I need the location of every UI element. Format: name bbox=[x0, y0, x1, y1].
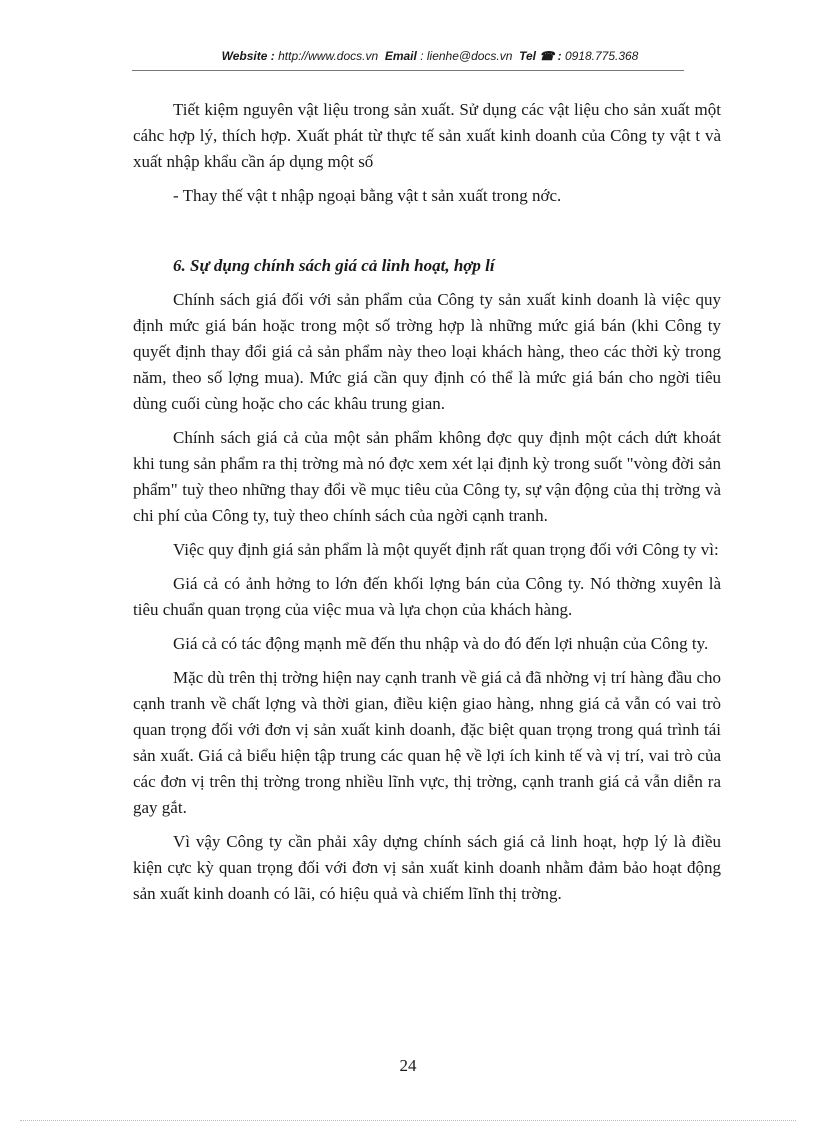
header-divider bbox=[132, 70, 684, 71]
website-label: Website : bbox=[221, 49, 275, 63]
tel-number: 0918.775.368 bbox=[564, 49, 639, 63]
paragraph: - Thay thế vật t nhập ngoại bằng vật t sản xuất trong nớc. bbox=[173, 186, 562, 205]
paragraph: Giá cả có tác động mạnh mẽ đến thu nhập và do đó đến lợi nhuận của Công ty. bbox=[173, 634, 709, 653]
footer-divider bbox=[20, 1120, 796, 1121]
paragraph: Việc quy định giá sản phẩm là một quyết định rất quan trọng đối với Công ty vì: bbox=[173, 540, 719, 559]
paragraph: Giá cả có ảnh hởng to lớn đến khối lợng bán của Công ty. Nó thờng xuyên là tiêu chuẩn quan trọng của việc mua và lựa chọn của khách hàng. bbox=[133, 574, 721, 619]
page-header bbox=[160, 49, 700, 63]
email-label: Email bbox=[384, 49, 417, 63]
paragraph: Vì vậy Công ty cần phải xây dựng chính sách giá cả linh hoạt, hợp lý là điều kiện cực kỳ quan trọng đối với đơn vị sản xuất kinh doanh nhằm đảm bảo hoạt động sản xuất kinh doanh có lãi, có hiệu quả và chiếm lĩnh thị trờng. bbox=[133, 832, 721, 903]
tel-label: Tel ☎ : bbox=[519, 49, 562, 63]
paragraph: Mặc dù trên thị trờng hiện nay cạnh tranh về giá cả đã nhờng vị trí hàng đầu cho cạnh tranh về chất lợng và thời gian, điều kiện giao hàng, nhng giá cả vẫn có vai trò quan trọng đối với đơn vị sản xuất kinh doanh, đặc biệt quan trọng trong quá trình tái sản xuất. Giá cả biểu hiện tập trung các quan hệ về lợi ích kinh tế và vị trí, vai trò của các đơn vị trên thị trờng trong nhiều lĩnh vực, thị trờng, cạnh tranh giá cả vẫn diễn ra gay gắt. bbox=[133, 668, 721, 817]
email-address: : lienhe@docs.vn bbox=[420, 49, 513, 63]
paragraph: Chính sách giá đối với sản phẩm của Công ty sản xuất kinh doanh là việc quy định mức giá bán hoặc trong một số trờng hợp là những mức giá bán (khi Công ty quyết định thay đổi giá cả sản phẩm này theo loại khách hàng, theo các thời kỳ trong năm, theo số lợng mua). Mức giá cần quy định có thể là mức giá bán cho ngời tiêu dùng cuối cùng hoặc cho các khâu trung gian. bbox=[133, 290, 721, 413]
paragraph: Tiết kiệm nguyên vật liệu trong sản xuất. Sử dụng các vật liệu cho sản xuất một cáhc hợp lý, thích hợp. Xuất phát từ thực tế sản xuất kinh doanh của Công ty vật t và xuất nhập khẩu cần áp dụng một số bbox=[133, 100, 721, 171]
website-url: http://www.docs.vn bbox=[278, 49, 379, 63]
page-number: 24 bbox=[399, 1056, 417, 1075]
page-body bbox=[133, 97, 721, 907]
section-heading: 6. Sự dụng chính sách giá cả linh hoạt, hợp lí bbox=[173, 256, 495, 275]
paragraph: Chính sách giá cả của một sản phẩm không đợc quy định một cách dứt khoát khi tung sản phẩm ra thị trờng mà nó đợc xem xét lại định kỳ trong suốt "vòng đời sản phẩm" tuỳ theo những thay đổi về mục tiêu của Công ty, sự vận động của thị trờng và chi phí của Công ty, tuỳ theo chính sách của ngời cạnh tranh. bbox=[133, 428, 721, 525]
